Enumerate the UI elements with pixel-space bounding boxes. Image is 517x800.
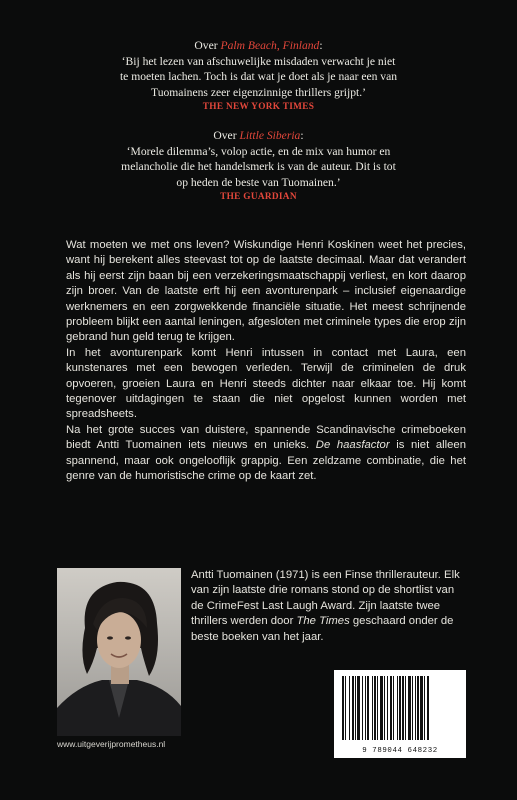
author-bio: Antti Tuomainen (1971) is een Finse thrillerauteur. Elk van zijn laatste drie romans stond op de shortlist van de CrimeFest Last Laugh Award. Zijn laatste twee thrillers werden door The Times geschaard onder de beste boeken van het jaar. <box>191 569 460 643</box>
quote-line: melancholie die het handelsmerk is van de auteur. Dit is tot <box>121 160 396 173</box>
barcode-bar <box>405 676 406 740</box>
barcode-bar <box>390 676 392 740</box>
barcode-bar <box>397 676 398 740</box>
barcode-bar <box>427 676 429 740</box>
barcode-bar <box>417 676 419 740</box>
publisher-website: www.uitgeverijprometheus.nl <box>57 739 166 749</box>
blurb-paragraph: Na het grote succes van duistere, spannende Scandinavische crimeboeken biedt Antti Tuomainen iets nieuws en unieks. De haasfactor is niet alleen spannend, maar ook ongelooflijk grappig. Een zeldzame combinatie, die het genre van de humoristische crime op de kaart zet. <box>66 423 466 483</box>
book-title: Little Siberia <box>239 129 301 142</box>
quote-heading: Over Little Siberia: <box>213 129 304 142</box>
blurb-paragraph: Wat moeten we met ons leven? Wiskundige Henri Koskinen weet het precies, want hij berekent alles steevast tot op de laatste decimaal. Maar dat verandert als hij eerst zijn baan bij een verzekeringsmaatschappij verliest, en kort daarop zijn broer. Van de laatste erft hij een avonturenpark – inclusief eigenaardige werknemers en een zorgwekkende financiële situatie. Het meest schrijnende probleem blijkt een aantal leningen, afgesloten met criminele types die erop zijn gebrand hun geld terug te krijgen. <box>66 239 466 344</box>
barcode-bar <box>349 676 350 740</box>
quote-line: ‘Morele dilemma’s, volop actie, en de mix van humor en <box>126 144 391 158</box>
quote-little-siberia <box>0 128 517 204</box>
barcode-bar <box>367 676 369 740</box>
barcode-bar <box>424 676 425 740</box>
author-photo <box>57 568 181 736</box>
quote-source: THE NEW YORK TIMES <box>202 102 315 112</box>
blurb-paragraph: In het avonturenpark komt Henri intussen in contact met Laura, een kunstenares met een bewogen verleden. Terwijl de criminelen de druk opvoeren, groeien Laura en Henri steeds dichter naar elkaar toe. Hij komt tegenover uitdagingen te staan die niet opgelost kunnen worden met spreadsheets. <box>66 346 466 421</box>
barcode-bar <box>393 676 394 740</box>
barcode-bar <box>377 676 378 740</box>
barcode-bar <box>374 676 376 740</box>
quote-source: THE GUARDIAN <box>220 192 297 202</box>
author-portrait-image <box>57 568 181 736</box>
isbn-number: 9 789044 648232 <box>362 747 438 755</box>
barcode-bar <box>365 676 366 740</box>
barcode-bar <box>352 676 354 740</box>
barcode-bar <box>384 676 385 740</box>
barcode-bar <box>399 676 401 740</box>
quote-line: te moeten lachen. Toch is dat wat je doet als je naar een van <box>119 70 398 83</box>
quote-line: op heden de beste van Tuomainen.’ <box>176 175 341 189</box>
review-quotes <box>0 38 517 218</box>
barcode-bar <box>362 676 363 740</box>
barcode-bar <box>387 676 388 740</box>
barcode-bar <box>412 676 413 740</box>
quote-palm-beach <box>0 38 517 114</box>
barcode-bar <box>380 676 383 740</box>
quote-heading: Over Palm Beach, Finland: <box>194 39 323 52</box>
barcode-bar <box>342 676 344 740</box>
book-title: Palm Beach, Finland <box>220 39 320 52</box>
barcode-bar <box>408 676 411 740</box>
barcode-bar <box>345 676 346 740</box>
barcode-bar <box>415 676 416 740</box>
quote-line: Tuomainens zeer eigenzinnige thrillers grijpt.’ <box>151 85 366 99</box>
barcode-bar <box>402 676 404 740</box>
barcode-bar <box>355 676 356 740</box>
isbn-barcode <box>334 670 466 758</box>
barcode-bar <box>357 676 360 740</box>
barcode-bar <box>420 676 423 740</box>
quote-line: ‘Bij het lezen van afschuwelijke misdaden verwacht je niet <box>121 54 396 68</box>
book-blurb <box>66 238 466 485</box>
barcode-bar <box>372 676 373 740</box>
barcode-bars <box>340 676 460 740</box>
book-title-italic: De haasfactor <box>315 439 390 452</box>
publication-title: The Times <box>296 615 350 628</box>
